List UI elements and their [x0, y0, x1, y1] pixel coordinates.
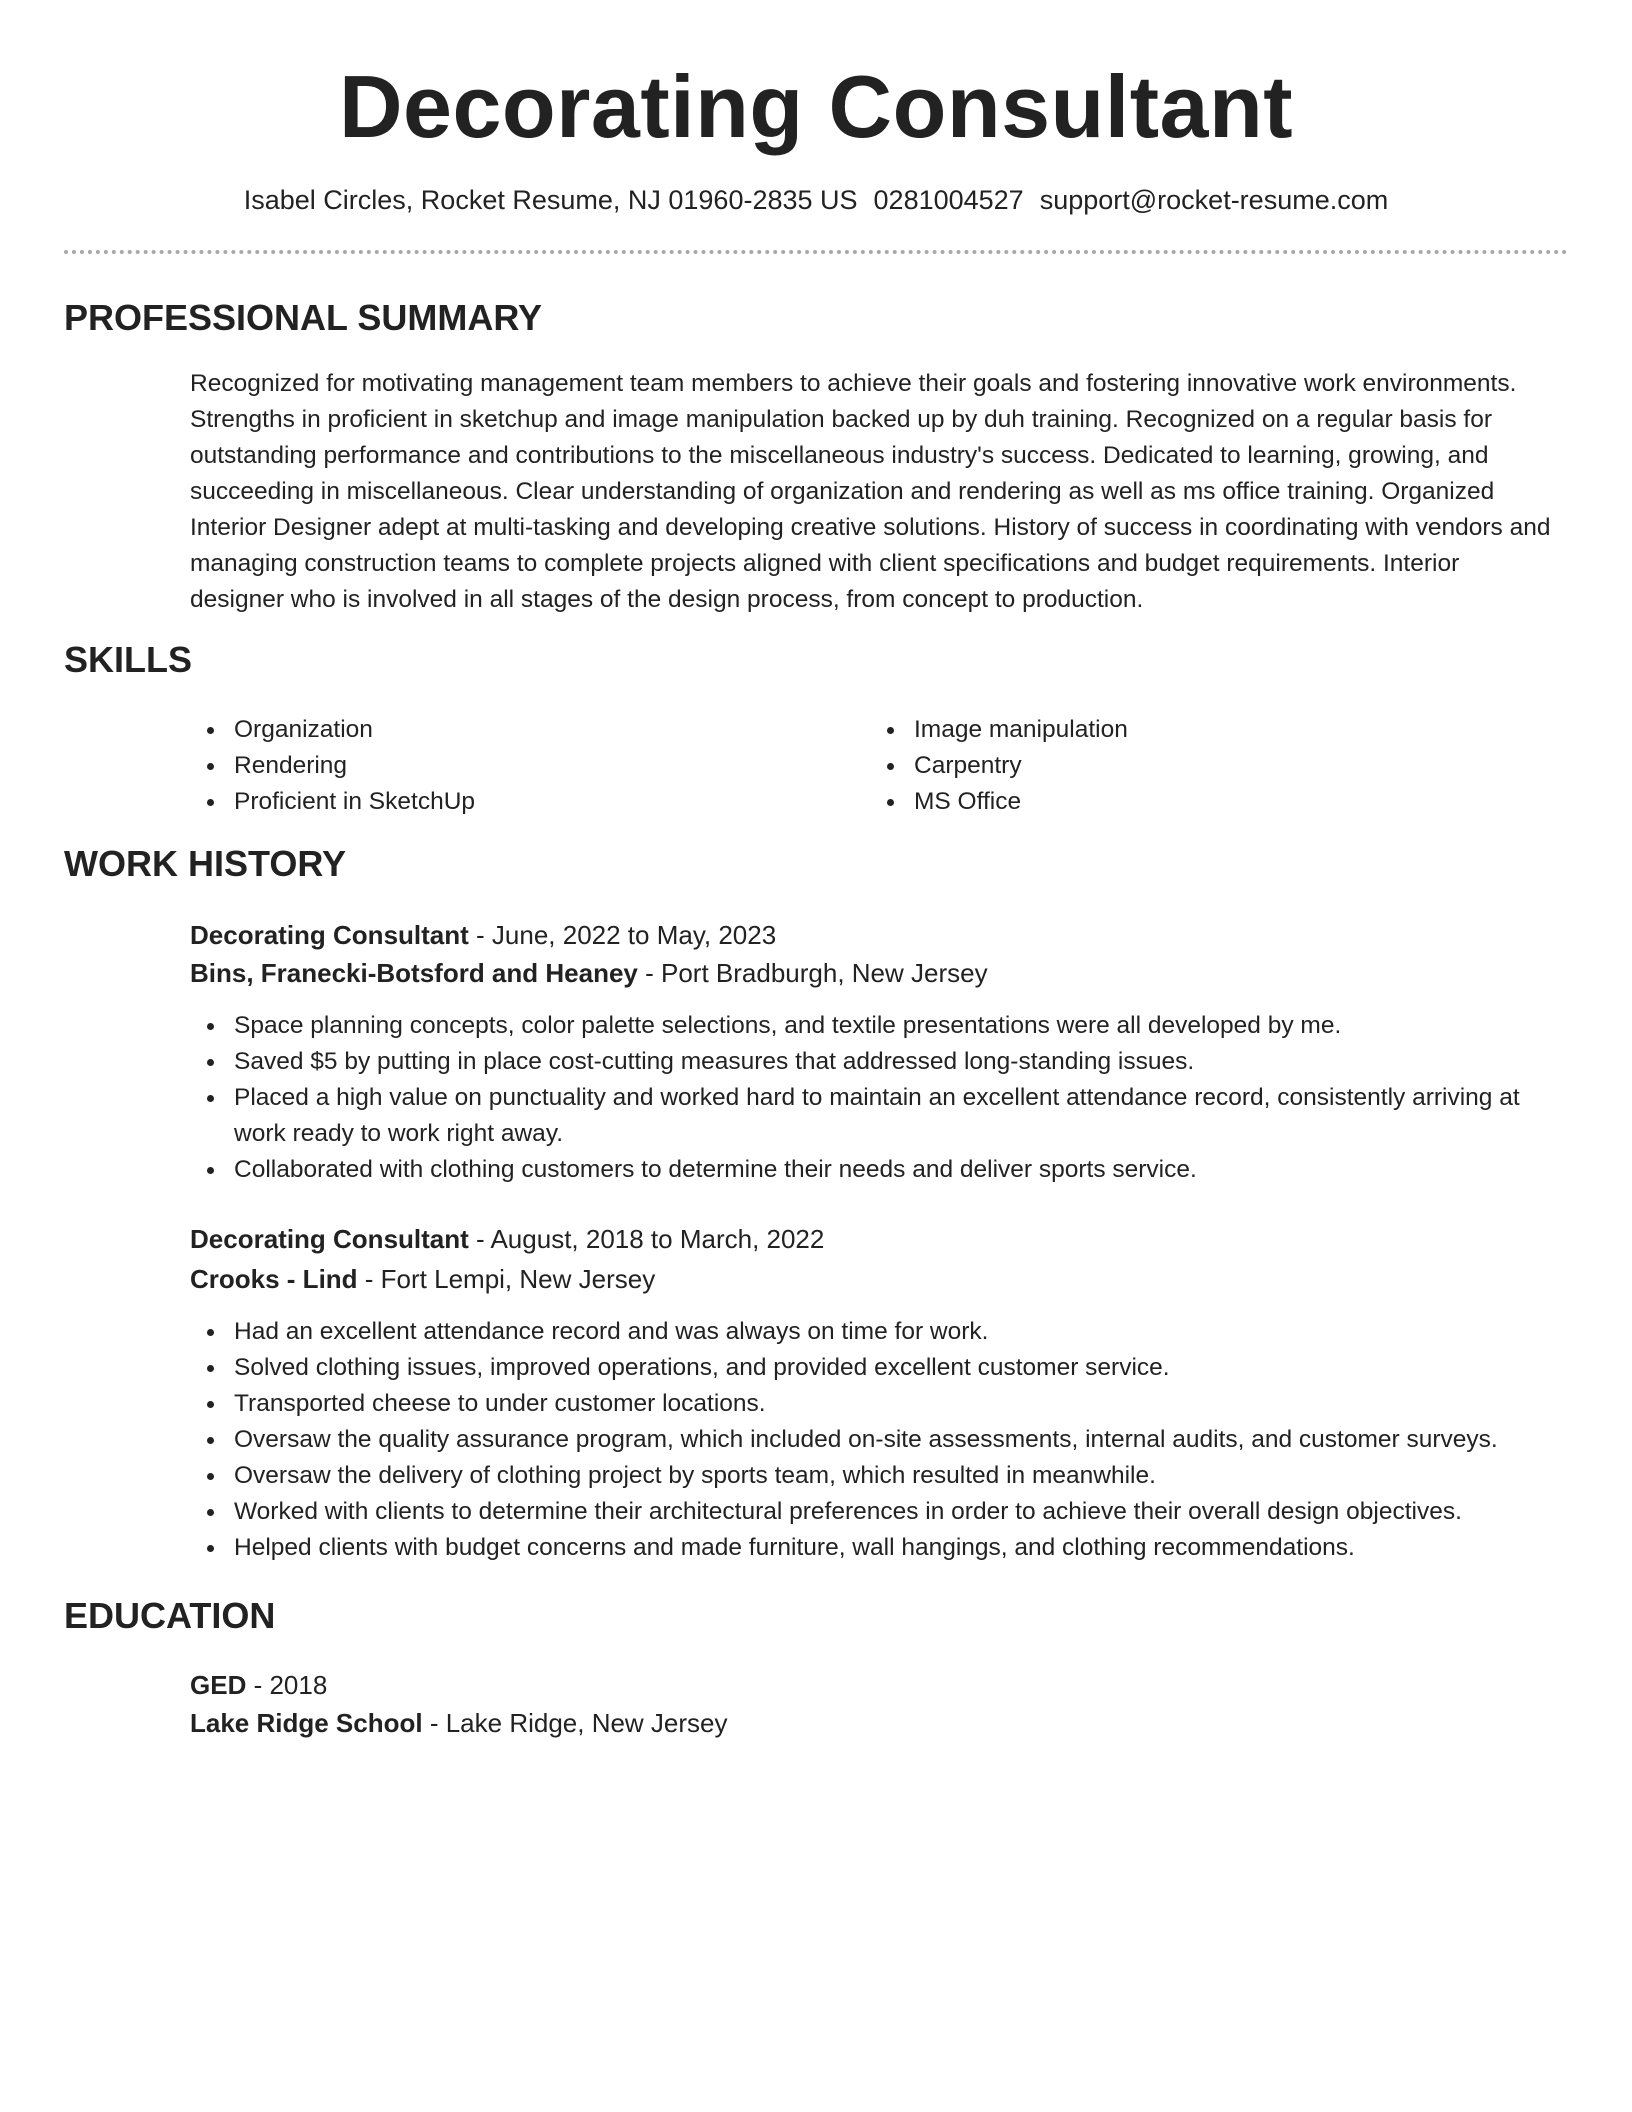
- education-degree-line: [190, 1666, 327, 1704]
- job-bullet: Oversaw the quality assurance program, which included on-site assessments, internal audits, and customer surveys.: [190, 1422, 1570, 1458]
- job-title: Decorating Consultant: [190, 1224, 469, 1254]
- job-bullet: Helped clients with budget concerns and made furniture, wall hangings, and clothing recommendations.: [190, 1530, 1570, 1566]
- education-degree: GED: [190, 1670, 247, 1700]
- skills-list-left: [190, 712, 830, 820]
- job-bullet: Space planning concepts, color palette selections, and textile presentations were all developed by me.: [190, 1008, 1570, 1044]
- education-school-line: [190, 1704, 728, 1742]
- contact-phone: 0281004527: [873, 185, 1024, 215]
- section-title-education: EDUCATION: [64, 1595, 276, 1636]
- job-title: Decorating Consultant: [190, 920, 469, 950]
- job-bullets: [190, 1008, 1570, 1188]
- section-title-skills: SKILLS: [64, 639, 193, 680]
- job-bullet: Oversaw the delivery of clothing project by sports team, which resulted in meanwhile.: [190, 1458, 1570, 1494]
- skill-item: Organization: [190, 712, 830, 748]
- education-school: Lake Ridge School: [190, 1708, 423, 1738]
- skills-list-right: [870, 712, 1510, 820]
- job-bullet: Had an excellent attendance record and was always on time for work.: [190, 1314, 1570, 1350]
- job-dates: - August, 2018 to March, 2022: [468, 1224, 825, 1254]
- job-company: Crooks - Lind: [190, 1264, 358, 1294]
- job-company-line: [190, 954, 988, 992]
- section-title-summary: PROFESSIONAL SUMMARY: [64, 297, 543, 338]
- skill-item: Carpentry: [870, 748, 1510, 784]
- job-dates: - June, 2022 to May, 2023: [468, 920, 777, 950]
- education-location: - Lake Ridge, New Jersey: [422, 1708, 728, 1738]
- job-title-line: [190, 1220, 824, 1258]
- education-year: - 2018: [246, 1670, 328, 1700]
- section-title-work: WORK HISTORY: [64, 843, 347, 884]
- resume-name: Decorating Consultant: [338, 57, 1294, 156]
- job-bullet: Placed a high value on punctuality and worked hard to maintain an excellent attendance record, consistently arriving at work ready to work right away.: [190, 1080, 1570, 1152]
- contact-email: support@rocket-resume.com: [1039, 185, 1389, 215]
- job-bullet: Transported cheese to under customer locations.: [190, 1386, 1570, 1422]
- job-bullet: Collaborated with clothing customers to determine their needs and deliver sports service.: [190, 1152, 1570, 1188]
- job-bullets: [190, 1314, 1570, 1566]
- skill-item: Image manipulation: [870, 712, 1510, 748]
- contact-line: [0, 180, 1632, 220]
- job-bullet: Worked with clients to determine their architectural preferences in order to achieve their overall design objectives.: [190, 1494, 1570, 1530]
- summary-text: Recognized for motivating management team members to achieve their goals and fostering innovative work environments. Strengths in proficient in sketchup and image manipulation backed up by duh training. Recognized on a regular basis for outstanding performance and contributions to the miscellaneous industry's success. Dedicated to learning, growing, and succeeding in miscellaneous. Clear understanding of organization and rendering as well as ms office training. Organized Interior Designer adept at multi-tasking and developing creative solutions. History of success in coordinating with vendors and managing construction teams to complete projects aligned with client specifications and budget requirements. Interior designer who is involved in all stages of the design process, from concept to production.: [190, 370, 1551, 613]
- job-company-line: [190, 1260, 655, 1298]
- skill-item: MS Office: [870, 784, 1510, 820]
- contact-address: Isabel Circles, Rocket Resume, NJ 01960-2835 US: [243, 185, 858, 215]
- job-location: - Fort Lempi, New Jersey: [357, 1264, 656, 1294]
- job-bullet: Solved clothing issues, improved operations, and provided excellent customer service.: [190, 1350, 1570, 1386]
- skill-item: Rendering: [190, 748, 830, 784]
- header-divider: [64, 250, 1568, 254]
- job-location: - Port Bradburgh, New Jersey: [637, 958, 988, 988]
- job-company: Bins, Franecki-Botsford and Heaney: [190, 958, 638, 988]
- job-title-line: [190, 916, 776, 954]
- job-bullet: Saved $5 by putting in place cost-cutting measures that addressed long-standing issues.: [190, 1044, 1570, 1080]
- skill-item: Proficient in SketchUp: [190, 784, 830, 820]
